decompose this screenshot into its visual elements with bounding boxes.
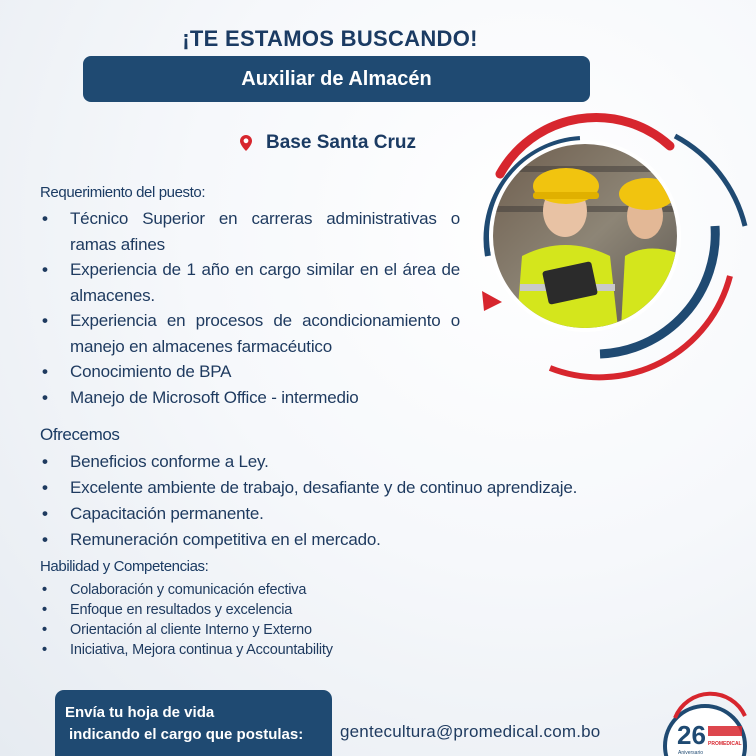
cta-line-2: indicando el cargo que postulas: bbox=[69, 726, 304, 743]
position-title-banner bbox=[83, 56, 590, 102]
offers-title: Ofrecemos bbox=[40, 425, 120, 444]
list-item: • Iniciativa, Mejora continua y Accountability bbox=[42, 642, 333, 658]
cta-box bbox=[55, 690, 332, 756]
list-item: • Orientación al cliente Interno y Externo bbox=[42, 622, 312, 638]
location bbox=[240, 131, 416, 155]
list-item: • Técnico Superior en carreras administrativas o ramas afines bbox=[42, 209, 460, 254]
logo-brand: PROMEDICAL bbox=[708, 741, 742, 747]
promedical-logo bbox=[650, 688, 756, 756]
position-title: Auxiliar de Almacén bbox=[241, 67, 432, 90]
list-item: • Enfoque en resultados y excelencia bbox=[42, 602, 293, 618]
list-item: • Colaboración y comunicación efectiva bbox=[42, 582, 307, 598]
cta-line-1: Envía tu hoja de vida bbox=[65, 704, 215, 721]
offers-list bbox=[40, 449, 600, 553]
list-item: • Capacitación permanente. bbox=[42, 504, 264, 523]
skills-list bbox=[40, 580, 460, 660]
email-link[interactable]: gentecultura@promedical.com.bo bbox=[340, 722, 601, 741]
list-item: • Experiencia de 1 año en cargo similar en el área de almacenes. bbox=[42, 260, 460, 305]
requirements-title: Requerimiento del puesto: bbox=[40, 184, 206, 201]
map-pin-icon bbox=[240, 135, 252, 151]
location-text: Base Santa Cruz bbox=[266, 132, 416, 153]
list-item: • Experiencia en procesos de acondicionamiento o manejo en almacenes farmacéutico bbox=[42, 311, 460, 356]
list-item: • Excelente ambiente de trabajo, desafiante y de continuo aprendizaje. bbox=[42, 478, 578, 497]
logo-number: 26 bbox=[677, 720, 706, 750]
list-item: • Conocimiento de BPA bbox=[42, 362, 232, 381]
headline: ¡TE ESTAMOS BUSCANDO! bbox=[182, 26, 478, 51]
workers-photo bbox=[460, 106, 756, 406]
requirements-list bbox=[40, 206, 460, 410]
list-item: • Manejo de Microsoft Office - intermedio bbox=[42, 387, 359, 407]
skills-title: Habilidad y Competencias: bbox=[40, 558, 209, 575]
list-item: • Beneficios conforme a Ley. bbox=[42, 452, 269, 471]
list-item: • Remuneración competitiva en el mercado. bbox=[42, 530, 381, 549]
logo-sub: Aniversario bbox=[678, 750, 704, 756]
